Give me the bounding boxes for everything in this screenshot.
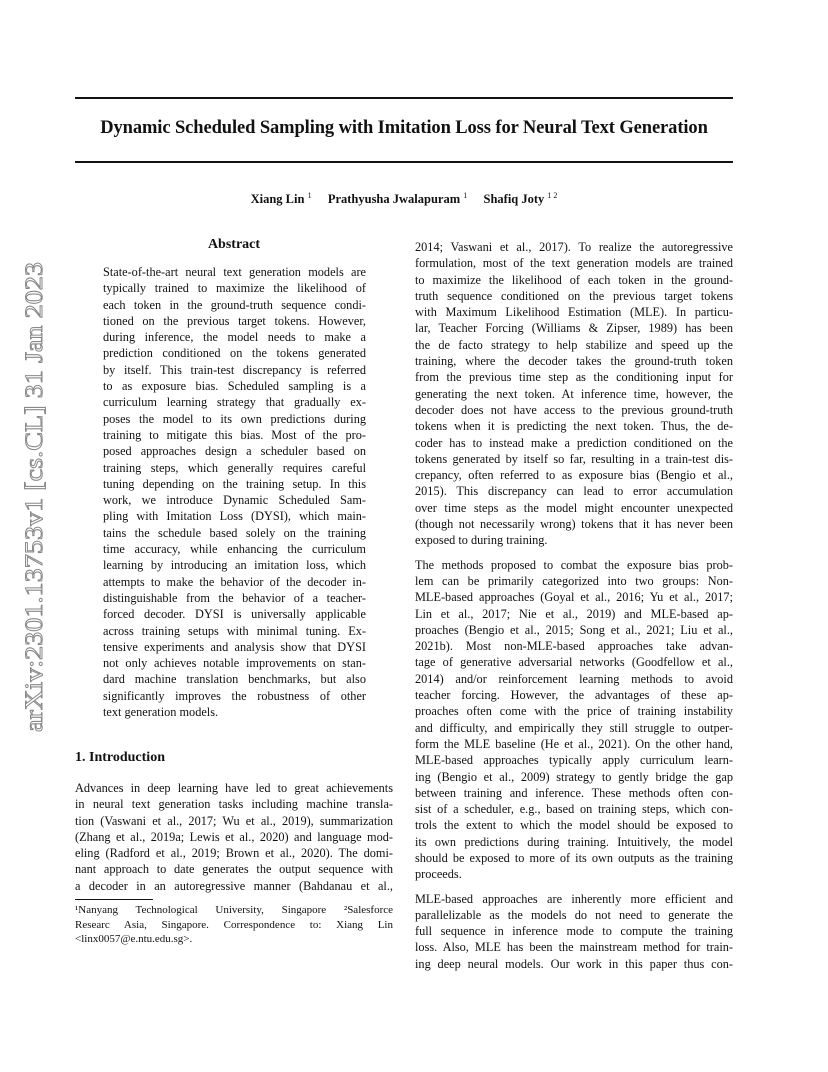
- text-line: The methods proposed to combat the exposure bias prob-: [415, 557, 733, 572]
- text-line: tokens when it is predicting the next token. Thus, the de-: [415, 419, 733, 434]
- author-list: [75, 191, 733, 207]
- text-line: Researc Asia, Singapore. Correspondence to: Xiang Lin: [75, 918, 393, 931]
- text-line: tage of generative adversarial networks (Goodfellow et al.,: [415, 655, 733, 670]
- text-line: full sequence in inference mode to compute the training: [415, 924, 733, 939]
- text-line: proceeds.: [415, 867, 462, 882]
- text-line: training to mitigate this bias. Most of the pro-: [103, 427, 366, 442]
- text-line: nant approach to date generates the output sequence with: [75, 862, 393, 877]
- text-line: tuning depending on the training setup. In this: [103, 476, 366, 491]
- text-line: lar, Teacher Forcing (Williams & Zipser, 1989) has been: [415, 321, 733, 336]
- text-line: distinguishable from the behavior of a teacher-: [103, 590, 366, 605]
- text-line: prediction conditioned on the tokens generated: [103, 346, 366, 361]
- text-line: during inference, the model needs to make a: [103, 330, 366, 345]
- text-line: text generation models.: [103, 705, 219, 720]
- text-line: by itself. This train-test discrepancy is referred: [103, 362, 366, 377]
- text-line: over time steps as the model might encounter unexpected: [415, 500, 733, 515]
- text-line: State-of-the-art neural text generation models are: [103, 265, 366, 279]
- text-line: MLE-based approaches are inherently more efficient and: [415, 891, 733, 906]
- text-line: dard machine translation benchmarks, but also: [103, 672, 366, 687]
- text-line: lem can be primarily categorized into two groups: Non-: [415, 573, 733, 588]
- text-line: pling with Imitation Loss (DYSI), which main-: [103, 509, 366, 524]
- text-line: the de facto strategy to help stabilize and speed up the: [415, 337, 733, 352]
- paragraph: [415, 891, 733, 972]
- abstract-heading: Abstract: [207, 237, 261, 252]
- section-heading-introduction: 1. Introduction: [75, 750, 165, 765]
- author-affiliation: 1: [463, 191, 468, 200]
- text-line: time accuracy, while enhancing the curriculum: [103, 542, 366, 557]
- text-line: teacher forcing. However, the advantages of these ap-: [415, 688, 733, 703]
- text-line: tokens generated by itself so far, resulting in a train-test dis-: [415, 451, 733, 466]
- text-line: work, we introduce Dynamic Scheduled Sam-: [103, 493, 366, 508]
- text-line: truth sequence conditioned on the previous target tokens: [415, 288, 733, 303]
- text-line: 2014; Vaswani et al., 2017). To realize the autoregressive: [415, 240, 733, 254]
- abstract-body: [103, 264, 366, 720]
- text-line: tioned on the previous target tokens. However,: [103, 313, 366, 328]
- text-line: (Zhang et al., 2019a; Lewis et al., 2020) and language mod-: [75, 829, 393, 844]
- text-line: attempts to make the behavior of the decoder in-: [103, 574, 366, 589]
- text-line: across training setups with minimal tuning. Ex-: [103, 623, 366, 638]
- text-line: from the previous time step as the conditioning input for: [415, 370, 733, 385]
- text-line: Lin et al., 2017; Nie et al., 2019) and MLE-based ap-: [415, 606, 733, 621]
- text-line: trols the extent to which the model should be exposed to: [415, 818, 733, 833]
- text-line: tion (Vaswani et al., 2017; Wu et al., 2019), summarization: [75, 813, 393, 828]
- text-line: ing deep neural models. Our work in this paper thus con-: [415, 956, 733, 971]
- paragraph: [415, 557, 733, 883]
- text-line: 2021b). Most non-MLE-based approaches take advan-: [415, 639, 733, 654]
- text-line: loss. Also, MLE has been the mainstream method for train-: [415, 940, 733, 955]
- text-line: eling (Radford et al., 2019; Brown et al., 2020). The domi-: [75, 846, 393, 861]
- text-line: tensive experiments and analysis show that DYSI: [103, 639, 366, 654]
- right-column-body: [415, 239, 733, 972]
- footnote-rule: [75, 899, 153, 900]
- title-rule-top: [75, 97, 733, 99]
- text-line: MLE-based approaches typically apply curriculum learn-: [415, 753, 733, 768]
- title-rule-bottom: [75, 161, 733, 163]
- text-line: curriculum learning strategy that gradually ex-: [103, 395, 366, 410]
- text-line: significantly improves the robustness of other: [103, 688, 366, 703]
- author-affiliation: 1 2: [547, 191, 558, 200]
- text-line: coder has to instead make a prediction conditioned on the: [415, 435, 733, 450]
- arxiv-stamp: [19, 262, 48, 732]
- arxiv-stamp-text: arXiv:2301.13753v1 [cs.CL] 31 Jan 2023: [19, 307, 48, 732]
- text-line: parallelizable as the models do not need to generate the: [415, 907, 733, 922]
- text-line: a decoder in an autoregressive manner (Bahdanau et al.,: [75, 878, 393, 893]
- author-name: Shafiq Joty: [483, 192, 545, 207]
- author-name: Prathyusha Jwalapuram: [327, 192, 461, 207]
- text-line: in neural text generation tasks including machine transla-: [75, 797, 393, 812]
- text-line: typically trained to maximize the likelihood of: [103, 281, 366, 296]
- text-line: Advances in deep learning have led to great achievements: [75, 781, 393, 795]
- text-line: exposed to during training.: [415, 533, 548, 548]
- text-line: learning by introducing an imitation loss, which: [103, 558, 366, 573]
- paper-title: Dynamic Scheduled Sampling with Imitation Loss for Neural Text Generation: [100, 118, 708, 138]
- author-affiliation: 1: [307, 191, 312, 200]
- text-line: sist of a scheduler, e.g., based on training steps, which con-: [415, 802, 733, 817]
- author-name: Xiang Lin: [250, 192, 305, 207]
- text-line: poses the model to its own predictions during: [103, 411, 366, 426]
- text-line: each token in the ground-truth sequence condi-: [103, 297, 366, 312]
- text-line: 2015). This discrepancy can lead to error accumulation: [415, 484, 733, 499]
- text-line: 2014) and/or reinforcement learning methods to avoid: [415, 671, 733, 686]
- footnote: [75, 903, 393, 947]
- text-line: (though not necessarily wrong) tokens that it has never been: [415, 517, 733, 532]
- text-line: not only achieves notable improvements on stan-: [103, 656, 366, 671]
- text-line: its own predictions during training. Intuitively, the model: [415, 834, 733, 849]
- text-line: decoder does not have access to the previous ground-truth: [415, 402, 733, 417]
- text-line: between training and inference. These methods often con-: [415, 785, 733, 800]
- text-line: should be exposed to more of its own outputs as the training: [415, 850, 733, 865]
- text-line: <linx0057@e.ntu.edu.sg>.: [75, 933, 193, 945]
- text-line: generating the next token. At inference time, however, the: [415, 386, 733, 401]
- text-line: proaches often come with the price of training instability: [415, 704, 733, 719]
- arxiv-stamp-graphic: [19, 262, 48, 732]
- text-line: MLE-based approaches (Goyal et al., 2016; Yu et al., 2017;: [415, 590, 733, 605]
- text-line: ing (Bengio et al., 2009) strategy to gently bridge the gap: [415, 769, 733, 784]
- text-line: training, where the decoder takes the ground-truth token: [415, 354, 733, 369]
- introduction-body: [75, 780, 393, 894]
- paragraph: [415, 239, 733, 549]
- text-line: to as exposure bias. Scheduled sampling is a: [103, 379, 366, 394]
- text-line: to maximize the likelihood of each token in the ground-: [415, 272, 733, 287]
- text-line: with Maximum Likelihood Estimation (MLE). In particu-: [415, 305, 733, 320]
- text-line: crepancy, often referred to as exposure bias (Bengio et al.,: [415, 468, 733, 483]
- text-line: posed approaches design a scheduler based on: [103, 444, 366, 459]
- text-line: formulation, most of the text generation models are trained: [415, 256, 733, 271]
- text-line: proaches (Bengio et al., 2015; Song et al., 2021; Liu et al.,: [415, 622, 733, 637]
- text-line: and difficulty, and empirically they still struggle to outper-: [415, 720, 733, 735]
- text-line: training steps, which generally requires careful: [103, 460, 366, 475]
- text-line: ¹Nanyang Technological University, Singapore ²Salesforce: [75, 904, 393, 916]
- text-line: forced decoder. DYSI is universally applicable: [103, 607, 366, 622]
- text-line: form the MLE baseline (He et al., 2021). On the other hand,: [415, 736, 733, 751]
- text-line: tains the schedule based solely on the training: [103, 525, 366, 540]
